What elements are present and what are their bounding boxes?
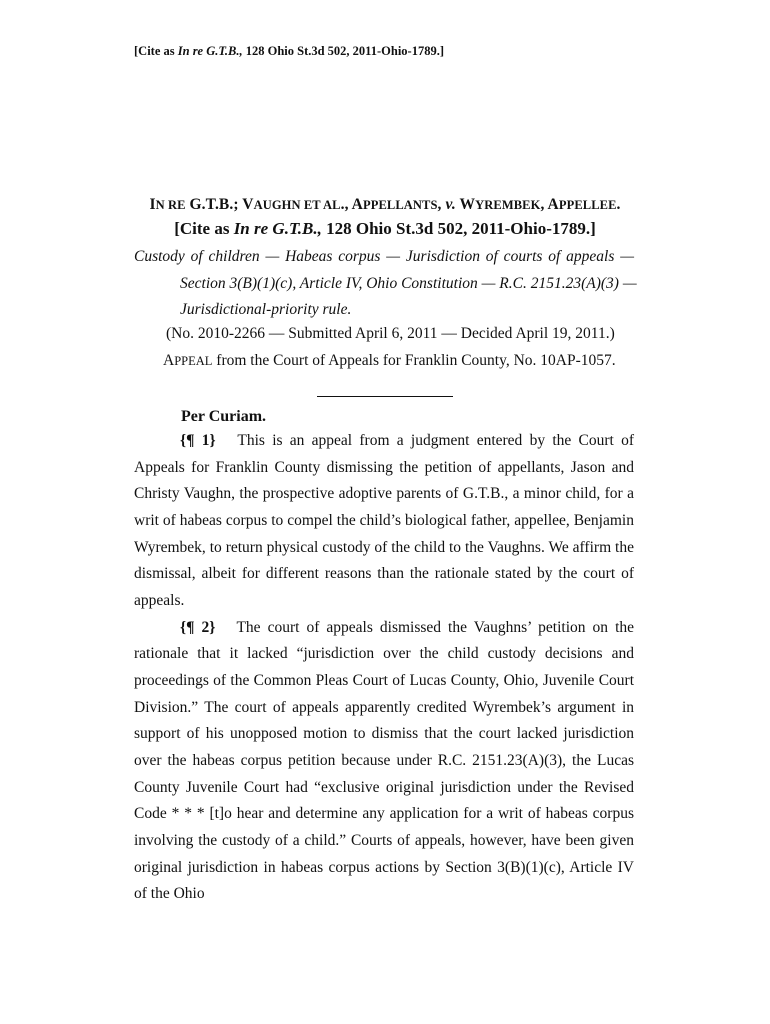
syllabus-line: Section 3(B)(1)(c), Article IV, Ohio Constitution — R.C. 2151.23(A)(3) —	[180, 274, 637, 292]
opinion-body	[134, 428, 634, 908]
opinion-paragraph	[134, 615, 634, 908]
running-head-prefix: [Cite as	[134, 44, 178, 58]
opinion-paragraph	[134, 428, 634, 615]
docket-line: (No. 2010-2266 — Submitted April 6, 2011 — Decided April 19, 2011.)	[166, 325, 615, 342]
section-divider	[317, 396, 453, 397]
citation-line	[0, 219, 770, 239]
case-title-part: ., A	[340, 196, 363, 213]
case-title-part: I	[149, 196, 156, 213]
running-head-suffix: 128 Ohio St.3d 502, 2011-Ohio-1789.]	[242, 44, 445, 58]
case-title-part: PPELLANTS	[362, 198, 438, 212]
citation-prefix: [Cite as	[174, 219, 234, 238]
citation-suffix: 128 Ohio St.3d 502, 2011-Ohio-1789.]	[321, 219, 596, 238]
case-title-part: PPELLEE	[558, 198, 617, 212]
paragraph-number: {¶ 1}	[180, 432, 216, 449]
citation-case-name: In re G.T.B.,	[233, 219, 322, 238]
paragraph-number: {¶ 2}	[180, 618, 216, 636]
case-title-versus: v.	[445, 196, 456, 213]
case-title-part: ,	[437, 196, 446, 213]
case-title-part: N RE	[155, 198, 186, 212]
appeal-lead-small-caps: PPEAL	[174, 354, 213, 368]
running-head-citation	[134, 44, 444, 59]
appeal-lead: A	[163, 352, 175, 369]
case-title-part: AUGHN ET AL	[253, 198, 341, 212]
case-title-part: W	[455, 196, 476, 213]
paragraph-text: This is an appeal from a judgment entered by the Court of Appeals for Franklin County dismissing the petition of appellants, Jason and Christy Vaughn, the prospective adoptive parents of G.T.B., a minor child, for a writ of habeas corpus to compel the child’s biological father, appellee, Benjamin Wyrembek, to return physical custody of the child to the Vaughns. We affirm the dismissal, albeit for different reasons than the rationale stated by the court of appeals.	[134, 432, 634, 609]
case-title-part: YREMBEK	[475, 198, 541, 212]
syllabus-line: Custody of children — Habeas corpus — Jurisdiction of courts of appeals —	[134, 248, 634, 265]
per-curiam-heading: Per Curiam.	[181, 408, 267, 425]
running-head-case-name: In re G.T.B.,	[177, 44, 243, 58]
case-title-part: .	[616, 196, 621, 213]
appeal-line	[163, 352, 616, 370]
case-title-part: , A	[540, 196, 559, 213]
case-title	[0, 196, 770, 214]
appeal-text: from the Court of Appeals for Franklin County, No. 10AP-1057.	[212, 352, 616, 369]
paragraph-text: The court of appeals dismissed the Vaughns’ petition on the rationale that it lacked “jurisdiction over the child custody decisions and proceedings of the Common Pleas Court of Lucas County, Ohio, Juvenile Court Division.” The court of appeals apparently credited Wyrembek’s argument in support of his unopposed motion to dismiss that the court lacked jurisdiction over the habeas corpus petition because under R.C. 2151.23(A)(3), the Lucas County Juvenile Court had “exclusive original jurisdiction under the Revised Code * * * [t]o hear and determine any application for a writ of habeas corpus involving the custody of a child.” Courts of appeals, however, have been given original jurisdiction in habeas corpus actions by Section 3(B)(1)(c), Article IV of the Ohio	[134, 618, 635, 903]
syllabus-headnote	[134, 244, 637, 324]
case-title-part: G.T.B.; V	[185, 196, 254, 213]
syllabus-line: Jurisdictional-priority rule.	[180, 301, 352, 318]
